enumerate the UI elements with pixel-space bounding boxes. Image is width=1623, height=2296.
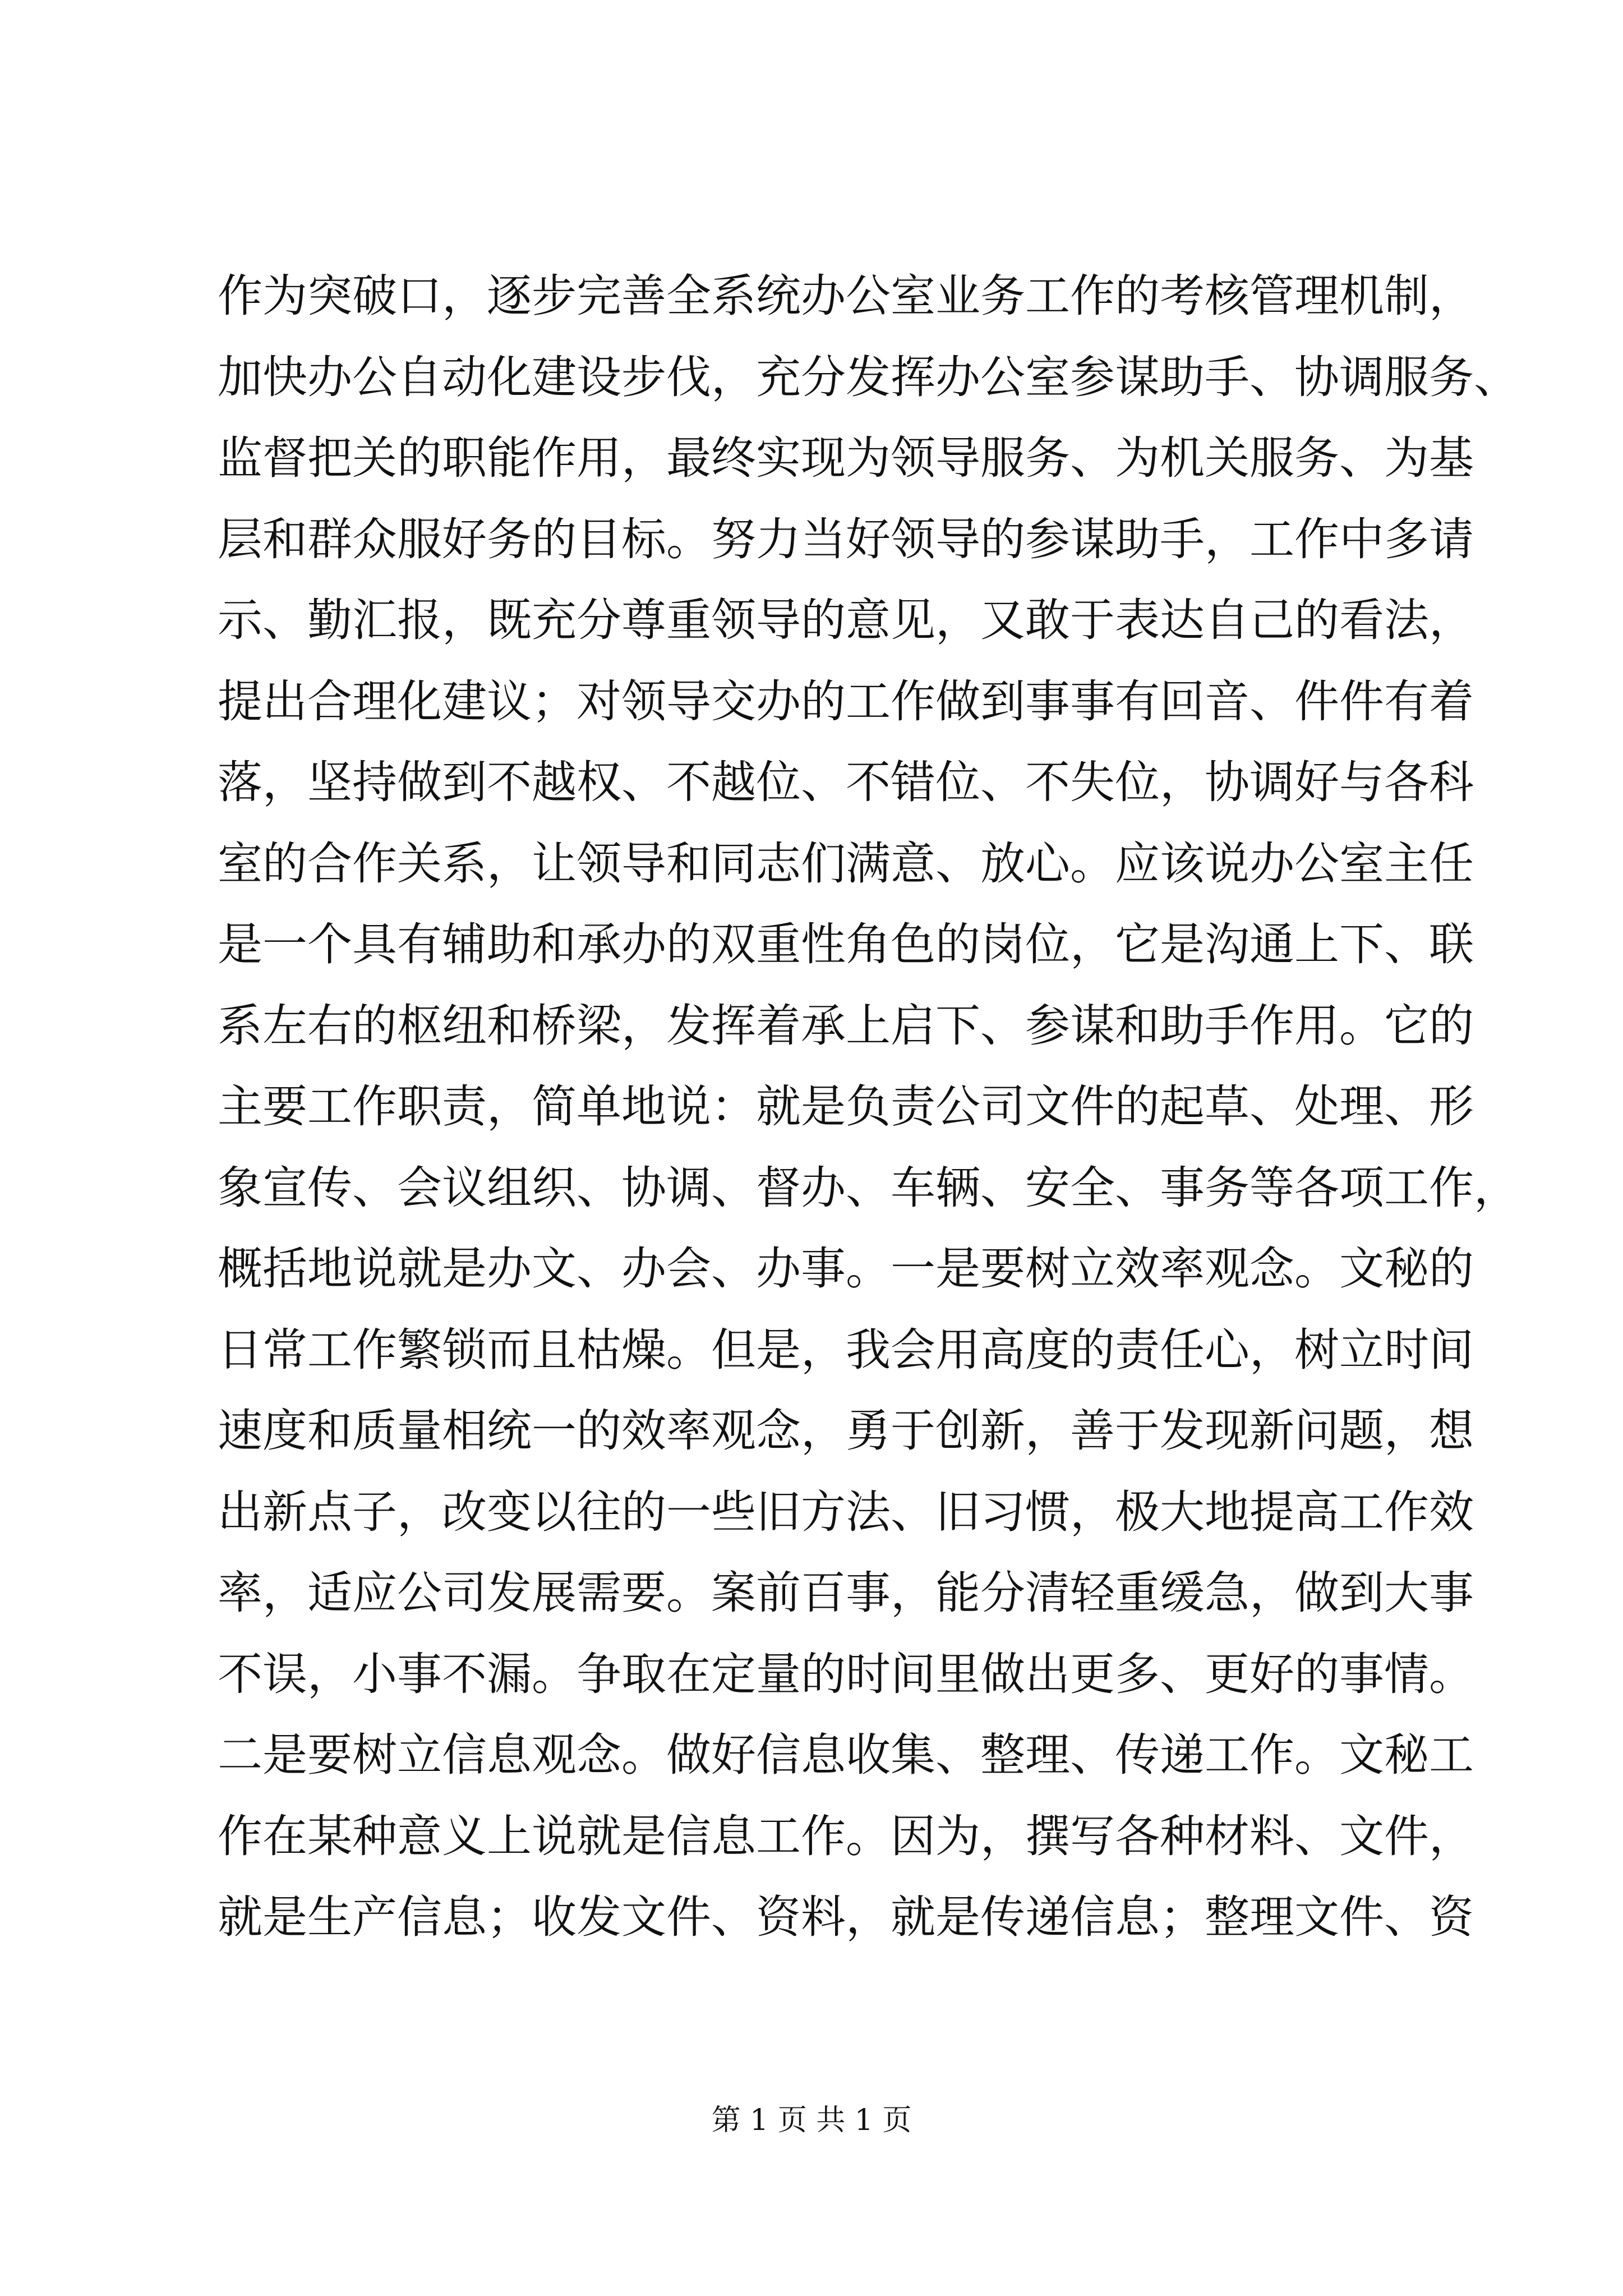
text-line: 是一个具有辅助和承办的双重性角色的岗位，它是沟通上下、联 [218, 918, 1474, 970]
text-line: 速度和质量相统一的效率观念，勇于创新，善于发现新问题，想 [218, 1405, 1474, 1457]
text-line: 不误，小事不漏。争取在定量的时间里做出更多、更好的事情。 [218, 1648, 1474, 1700]
page-number-label: 第 1 页 共 1 页 [711, 2104, 912, 2137]
text-line: 加快办公自动化建设步伐，充分发挥办公室参谋助手、协调服务、 [218, 351, 1519, 403]
text-line: 作在某种意义上说就是信息工作。因为，撰写各种材料、文件， [218, 1810, 1474, 1862]
text-line: 提出合理化建议；对领导交办的工作做到事事有回音、件件有着 [218, 675, 1474, 728]
text-line: 层和群众服好务的目标。努力当好领导的参谋助手，工作中多请 [218, 513, 1474, 565]
text-line: 主要工作职责，简单地说：就是负责公司文件的起草、处理、形 [218, 1080, 1474, 1133]
page-footer [0, 2101, 1623, 2140]
text-line: 日常工作繁锁而且枯燥。但是，我会用高度的责任心，树立时间 [218, 1323, 1474, 1376]
body-text [218, 256, 1519, 1958]
text-line: 二是要树立信息观念。做好信息收集、整理、传递工作。文秘工 [218, 1729, 1474, 1781]
text-line: 示、勤汇报，既充分尊重领导的意见，又敢于表达自己的看法， [218, 594, 1474, 646]
text-line: 率，适应公司发展需要。案前百事，能分清轻重缓急，做到大事 [218, 1567, 1474, 1619]
text-line: 概括地说就是办文、办会、办事。一是要树立效率观念。文秘的 [218, 1243, 1474, 1295]
text-line: 象宣传、会议组织、协调、督办、车辆、安全、事务等各项工作， [218, 1161, 1519, 1214]
text-line: 室的合作关系，让领导和同志们满意、放心。应该说办公室主任 [218, 837, 1474, 890]
text-line: 监督把关的职能作用，最终实现为领导服务、为机关服务、为基 [218, 432, 1474, 484]
text-line: 落，坚持做到不越权、不越位、不错位、不失位，协调好与各科 [218, 756, 1474, 808]
text-line: 就是生产信息；收发文件、资料，就是传递信息；整理文件、资 [218, 1891, 1474, 1943]
text-line: 作为突破口，逐步完善全系统办公室业务工作的考核管理机制， [218, 270, 1474, 322]
text-line: 出新点子，改变以往的一些旧方法、旧习惯，极大地提高工作效 [218, 1485, 1474, 1538]
text-line: 系左右的枢纽和桥梁，发挥着承上启下、参谋和助手作用。它的 [218, 999, 1474, 1052]
